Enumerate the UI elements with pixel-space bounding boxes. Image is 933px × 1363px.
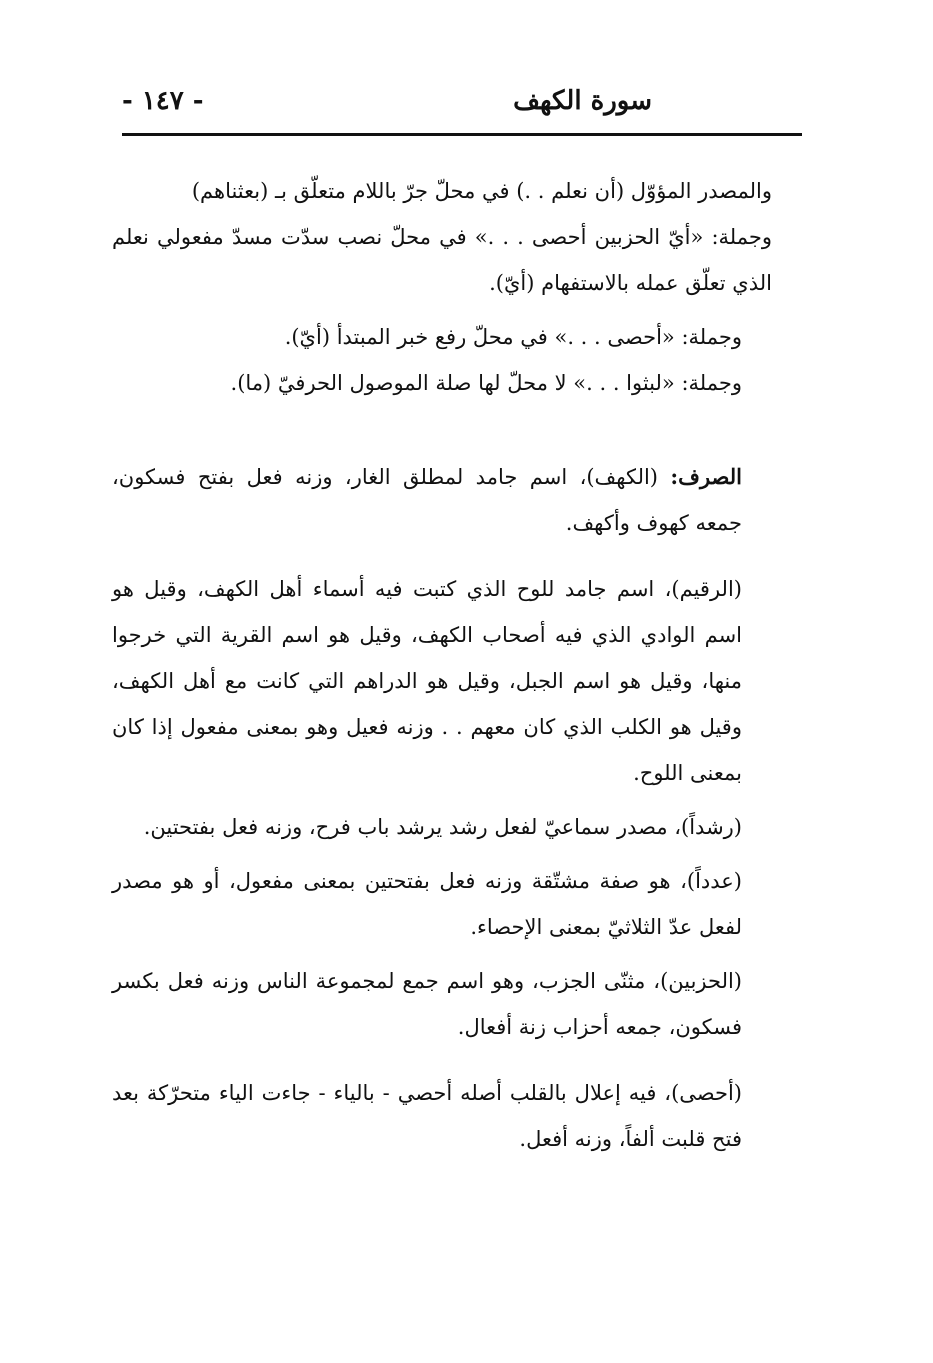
sarf-paragraph: (الرقيم)، اسم جامد للوح الذي كتبت فيه أسماء أهل الكهف، وقيل هو اسم الوادي الذي فيه أصحاب الكهف، وقيل هو اسم القرية التي خرجوا منها، وقيل هو اسم الجبل، وقيل هو الدراهم التي كانت مع أهل الكهف، وقيل هو الكلب الذي كان معهم . . وزنه فعيل وهو بمعنى مفعول إذا كان بمعنى اللوح.: [112, 577, 742, 785]
sarf-first-text: (الكهف)، اسم جامد لمطلق الغار، وزنه فعل بفتح فسكون، جمعه كهوف وأكهف.: [112, 465, 742, 535]
sarf-paragraph: (رشداً)، مصدر سماعيّ لفعل رشد يرشد باب فرح، وزنه فعل بفتحتين.: [143, 815, 742, 839]
header-rule: [122, 133, 802, 136]
page-header: [122, 80, 802, 128]
page-number: - ١٤٧ -: [122, 86, 204, 116]
irab-line-1: والمصدر المؤوّل (أن نعلم . .) في محلّ جرّ باللام متعلّق بـ (بعثناهم): [191, 179, 772, 203]
sarf-label: الصرف:: [670, 464, 742, 489]
sarf-paragraph: (عدداً)، هو صفة مشتّقة وزنه فعل بفتحتين بمعنى مفعول، أو هو مصدر لفعل عدّ الثلاثيّ بمعنى الإحصاء.: [112, 869, 742, 939]
irab-line-4: وجملة: «لبثوا . . .» لا محلّ لها صلة الموصول الحرفيّ (ما).: [230, 371, 742, 395]
sarf-first-paragraph: [112, 454, 802, 546]
irab-line-3: وجملة: «أحصى . . .» في محلّ رفع خبر المبتدأ (أيّ).: [284, 325, 742, 349]
sarf-paragraph: (أحصى)، فيه إعلال بالقلب أصله أحصي - بالياء - جاءت الياء متحرّكة بعد فتح قلبت ألفاً، وزنه أفعل.: [112, 1081, 742, 1151]
sarf-paragraph: (الحزبين)، مثنّى الجزب، وهو اسم جمع لمجموعة الناس وزنه فعل بكسر فسكون، جمعه أحزاب زنة أفعال.: [112, 969, 742, 1039]
page-body: [112, 168, 802, 1162]
irab-line-2: وجملة: «أيّ الحزبين أحصى . . .» في محلّ نصب سدّت مسدّ مفعولي نعلم الذي تعلّق عمله بالاستفهام (أيّ).: [112, 225, 772, 295]
surah-title: سورة الكهف: [513, 86, 652, 116]
